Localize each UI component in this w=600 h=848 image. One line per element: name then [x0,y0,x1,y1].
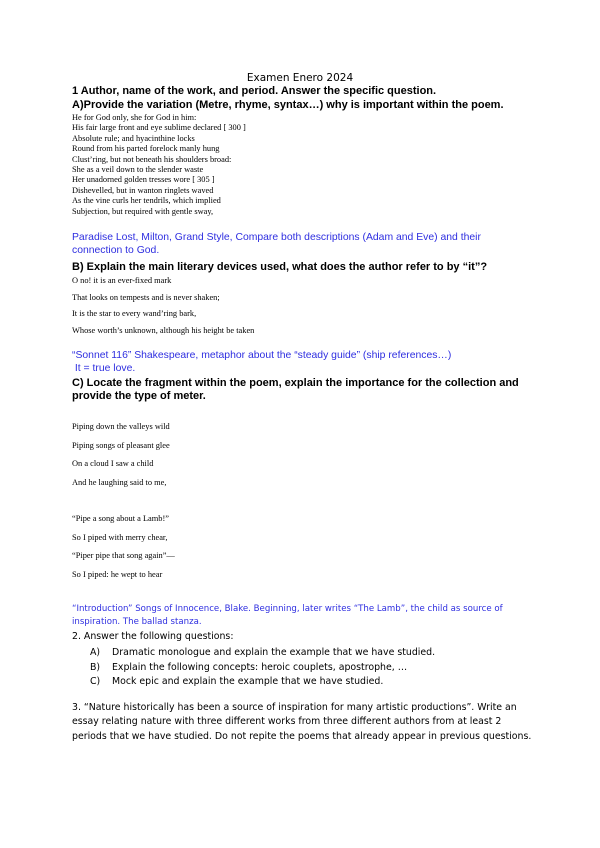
poem-line: So I piped with merry chear, [72,532,168,542]
q1-b-answer-line-2: It = true love. [72,363,136,374]
poem-line: As the vine curls her tendrils, which implied [72,196,221,206]
q2-heading: 2. Answer the following questions: [72,631,234,642]
poem-line: On a cloud I saw a child [72,459,154,469]
poem-line: And he laughing said to me, [72,477,167,487]
q3-text: 3. “Nature historically has been a source of inspiration for many artistic productions”. Write an essay relating nature with three different works from three different authors from at least 2 periods that we have studied. Do not repite the poems that already appear in previous questions. [72,702,532,742]
list-item-letter: B) [90,661,101,673]
exam-title: Examen Enero 2024 [246,72,354,84]
poem-line: Her unadorned golden tresses wore [ 305 ] [72,175,215,185]
poem-line: Whose worth’s unknown, although his height be taken [72,326,255,336]
poem-line: Subjection, but required with gentle sway, [72,206,214,216]
list-item-text: Explain the following concepts: heroic couplets, apostrophe, … [112,661,408,673]
poem-line: “Piper pipe that song again”— [72,551,175,561]
poem-line: Absolute rule; and hyacinthine locks [72,133,195,143]
q1-b-poem [72,276,532,343]
poem-line: Piping down the valleys wild [72,422,170,431]
poem-line: Round from his parted forelock manly hung [72,144,220,154]
poem-line: Clust’ring, but not beneath his shoulders broad: [72,154,232,164]
list-item [90,646,530,661]
q1-heading: 1 Author, name of the work, and period. Answer the specific question. [72,85,437,97]
list-item-text: Dramatic monologue and explain the example that we have studied. [112,647,436,658]
poem-line: Dishevelled, but in wanton ringlets waved [72,185,214,195]
list-item [90,661,530,676]
poem-line: So I piped: he wept to hear [72,569,163,579]
list-item-letter: A) [90,647,101,658]
q1-b-answer-line-1: “Sonnet 116” Shakespeare, metaphor about the “steady guide” (ship references…) [72,350,452,361]
poem-line: She as a veil down to the slender waste [72,165,204,175]
poem-line: He for God only, she for God in him: [72,113,197,122]
q1-c-poem-stanza-2 [72,514,532,588]
poem-line: His fair large front and eye sublime declared [ 300 ] [72,123,246,133]
q2-list [90,646,530,690]
poem-line: It is the star to every wand’ring bark, [72,309,197,319]
q1-c-question: C) Locate the fragment within the poem, explain the importance for the collection and provide the type of meter. [72,377,519,402]
list-item [90,675,530,690]
q1-c-answer: “Introduction” Songs of Innocence, Blake. Beginning, later writes “The Lamb”, the child as source of inspiration. The ballad stanza. [72,604,503,627]
q1-c-poem-stanza-1 [72,422,532,496]
q1-b-question: B) Explain the main literary devices used, what does the author refer to by “it”? [72,261,488,273]
list-item-text: Mock epic and explain the example that we have studied. [112,676,384,688]
q1-a-question: A)Provide the variation (Metre, rhyme, syntax…) why is important within the poem. [72,99,504,111]
q1-a-answer: Paradise Lost, Milton, Grand Style, Compare both descriptions (Adam and Eve) and their connection to God. [72,232,481,256]
q1-a-poem [72,113,532,217]
q1-b-answer [72,349,532,375]
poem-line: That looks on tempests and is never shaken; [72,292,220,302]
list-item-letter: C) [90,676,101,688]
poem-line: “Pipe a song about a Lamb!” [72,514,169,523]
poem-line: Piping songs of pleasant glee [72,440,170,450]
poem-line: O no! it is an ever-fixed mark [72,276,172,285]
